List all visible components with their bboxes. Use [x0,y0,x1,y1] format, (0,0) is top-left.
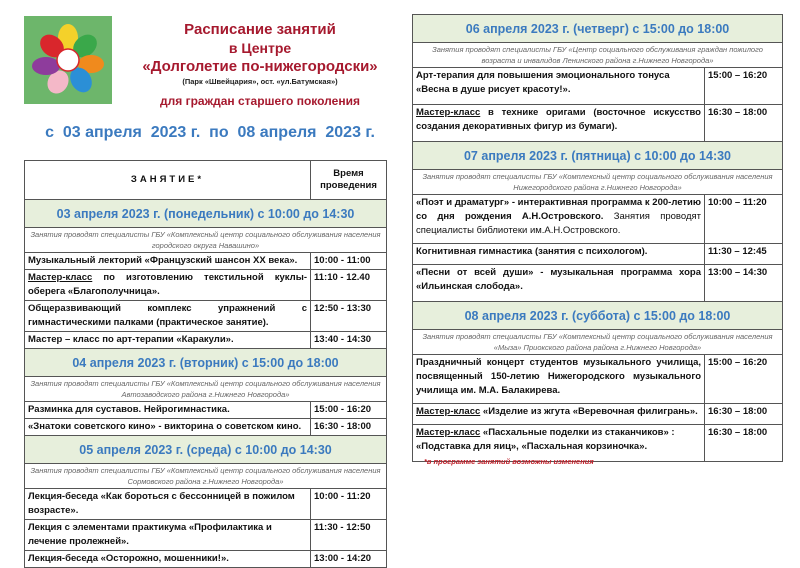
activity-cell [413,105,705,142]
activity-text: Общеразвивающий комплекс упражнений с гимнастическими палками (практическое занятие). [28,303,307,328]
time-cell: 10:00 - 11:00 [311,253,387,270]
time-cell: 16:30 – 18:00 [705,425,783,462]
footnote: *в программе занятий возможны изменения [424,457,594,466]
table-row [413,244,783,265]
schedule-table-right [412,14,783,462]
activity-cell [25,402,311,419]
activity-cell [25,253,311,270]
activity-text: Лекция-беседа «Осторожно, мошенники!». [28,553,229,564]
activity-text: Лекция с элементами практикума «Профилактика и лечение пролежней». [28,522,272,547]
day-header-row [25,349,387,377]
table-row [25,419,387,436]
column-header-activity: ЗАНЯТИЕ* [25,161,311,200]
activity-text: «Изделие из жгута «Веревочная филигрань». [480,406,698,417]
time-cell: 10:00 – 11:20 [705,195,783,244]
activity-prefix: Мастер-класс [416,107,481,118]
time-cell: 16:30 – 18:00 [705,105,783,142]
activity-cell [413,265,705,302]
time-cell: 11:30 – 12:45 [705,244,783,265]
activity-text: «Пасхальные поделки из стаканчиков» : «Подставка для яиц», «Пасхальная корзиночка». [416,427,675,452]
time-cell: 15:00 – 16:20 [705,68,783,105]
activity-text: Когнитивная гимнастика (занятия с психологом). [416,246,648,257]
document-title: Расписание занятий [184,21,336,38]
time-cell: 15:00 - 16:20 [311,402,387,419]
flower-logo-icon [24,16,112,104]
table-row [413,355,783,404]
activity-text: Музыкальный лекторий «Французский шансон XX века». [28,255,298,266]
organizer-text: Занятия проводят специалисты ГБУ «Комплексный центр социального обслуживания населения «Мыза» Приокского района района г.Нижнего Новгорода» [413,330,783,355]
activity-cell [25,270,311,301]
activity-text: «Знатоки советского кино» - викторина о советском кино. [28,421,302,432]
day-title: 06 апреля 2023 г. (четверг) с 15:00 до 18:00 [413,15,783,43]
table-row [25,270,387,301]
document-subtitle: в Центре [228,40,292,56]
day-header-row [413,142,783,170]
activity-cell [413,244,705,265]
organizer-row [413,43,783,68]
time-cell: 11:10 - 12.40 [311,270,387,301]
table-row [25,253,387,270]
time-cell: 13:00 - 14:20 [311,551,387,568]
center-location: (Парк «Швейцария», ост. «ул.Батумская») [182,77,338,86]
audience-line: для граждан старшего поколения [160,94,360,108]
table-row [413,425,783,462]
table-header-row [25,161,387,200]
time-cell: 16:30 - 18:00 [311,419,387,436]
activity-prefix: Мастер-класс [416,406,481,417]
time-cell: 15:00 – 16:20 [705,355,783,404]
organizer-row [413,330,783,355]
day-header-row [25,200,387,228]
center-logo [24,16,112,104]
organizer-text: Занятия проводят специалисты ГБУ «Комплексный центр социального обслуживания населения городского округа Навашино» [25,228,387,253]
time-cell: 10:00 - 11:20 [311,489,387,520]
column-header-time: Время проведения [311,161,387,200]
activity-cell [413,68,705,105]
organizer-text: Занятия проводят специалисты ГБУ «Центр социального обслуживания граждан пожилого возраста и инвалидов Ленинского района г.Нижнего Новгорода» [413,43,783,68]
day-header-row [25,436,387,464]
center-name: «Долголетие по-нижегородски» [142,58,378,75]
activity-text: в технике оригами (восточное искусство создания декоративных фигур из бумаги). [416,107,701,132]
activity-cell [25,551,311,568]
activity-text: Праздничный концерт студентов музыкального училища, посвященный 150-летию Нижегородского музыкального училища им. М.А. Балакирева. [416,357,701,396]
activity-text: Лекция-беседа «Как бороться с бессонницей в пожилом возрасте». [28,491,295,516]
table-row [413,404,783,425]
time-cell: 13:00 – 14:30 [705,265,783,302]
organizer-text: Занятия проводят специалисты ГБУ «Комплексный центр социального обслуживания населения Автозаводского района г.Нижнего Новгорода» [25,377,387,402]
time-cell: 16:30 – 18:00 [705,404,783,425]
activity-cell [25,419,311,436]
activity-cell [25,489,311,520]
organizer-row [413,170,783,195]
activity-text: «Песни от всей души» - музыкальная программа хора «Ильинская слобода». [416,267,701,292]
organizer-row [25,464,387,489]
day-title: 03 апреля 2023 г. (понедельник) с 10:00 до 14:30 [25,200,387,228]
table-row [413,265,783,302]
activity-prefix: Мастер-класс [28,272,93,283]
table-row [25,520,387,551]
time-cell: 11:30 - 12:50 [311,520,387,551]
table-row [25,332,387,349]
activity-text: Мастер – класс по арт-терапии «Каракули». [28,334,234,345]
activity-cell [413,404,705,425]
activity-text: по изготовлению текстильной куклы-оберега «Благополучница». [28,272,307,297]
table-row [25,551,387,568]
document-header [120,20,400,109]
schedule-table-left [24,160,387,568]
table-row [25,301,387,332]
activity-prefix: Мастер-класс [416,427,481,438]
table-row [413,195,783,244]
time-cell: 13:40 - 14:30 [311,332,387,349]
table-row [413,68,783,105]
day-title: 07 апреля 2023 г. (пятница) с 10:00 до 14:30 [413,142,783,170]
activity-text: Разминка для суставов. Нейрогимнастика. [28,404,230,415]
table-row [25,402,387,419]
activity-text: «Поэт и драматург» - интерактивная программа к 200-летию со дня рождения А.Н.Островского. [416,197,701,222]
activity-cell [25,520,311,551]
day-header-row [413,302,783,330]
activity-text: Арт-терапия для повышения эмоционального тонуса «Весна в душе рисует красоту!». [416,70,670,95]
table-row [413,105,783,142]
schedule-period: с 03 апреля 2023 г. по 08 апреля 2023 г. [45,124,375,141]
organizer-row [25,377,387,402]
time-cell: 12:50 - 13:30 [311,301,387,332]
table-row [25,489,387,520]
activity-note: Занятия проводят специалисты библиотеки им.А.Н.Островского. [416,211,701,236]
day-title: 08 апреля 2023 г. (суббота) с 15:00 до 18:00 [413,302,783,330]
activity-cell [413,195,705,244]
organizer-text: Занятия проводят специалисты ГБУ «Комплексный центр социального обслуживания населения Сормовского района г.Нижнего Новгорода» [25,464,387,489]
activity-cell [25,332,311,349]
day-title: 04 апреля 2023 г. (вторник) с 15:00 до 18:00 [25,349,387,377]
activity-cell [25,301,311,332]
day-title: 05 апреля 2023 г. (среда) с 10:00 до 14:30 [25,436,387,464]
organizer-text: Занятия проводят специалисты ГБУ «Комплексный центр социального обслуживания населения Нижегородского района г.Нижнего Новгорода» [413,170,783,195]
activity-cell [413,355,705,404]
activity-cell [413,425,705,462]
day-header-row [413,15,783,43]
organizer-row [25,228,387,253]
